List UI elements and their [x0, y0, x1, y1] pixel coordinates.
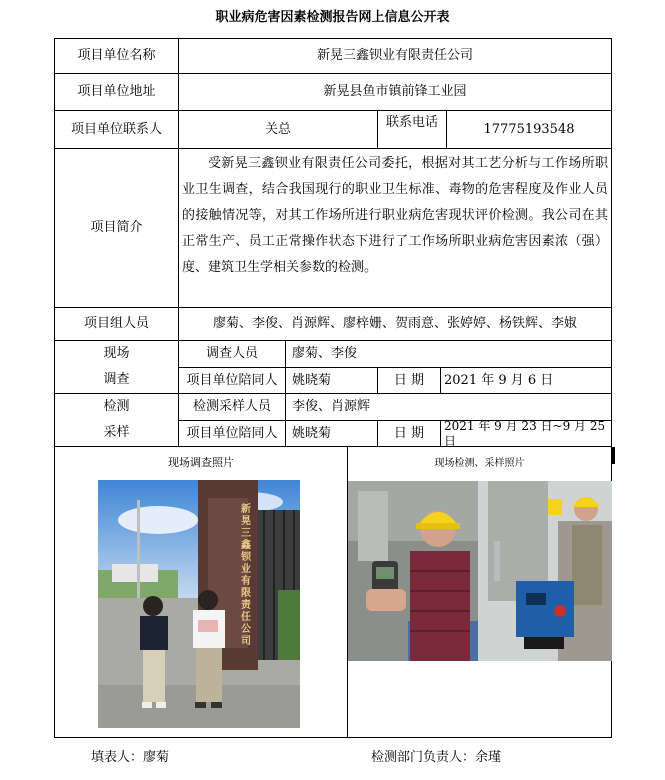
team-value: 廖菊、李俊、肖源辉、廖梓姗、贺雨意、张婷婷、杨铁辉、李婌	[178, 307, 612, 341]
intro-text: 受新晃三鑫钡业有限责任公司委托，根据对其工艺分析与工作场所职业卫生调查，结合我国现行的职业卫生标准、毒物的危害程度及作业人员的接触情况等，对其工作场所进行职业病危害现状评价检测。我公司在其正常生产、员工正常操作状态下进行了工作场所职业病危害因素浓（强）度、建筑卫生学相关参数的检测。	[178, 148, 612, 308]
dept-head-signature: 检测部门负责人：余瑾	[371, 750, 502, 765]
factory-sign-text: 新晃三鑫钡业有限责任公司	[241, 504, 251, 647]
phone-label: 联系电话	[377, 110, 447, 149]
survey-date-value: 2021 年 9 月 6 日	[440, 367, 612, 394]
sampler-label: 检测采样人员	[178, 393, 286, 421]
survey-label-1: 现场	[103, 346, 130, 362]
sampler-value: 李俊、肖源辉	[285, 393, 612, 421]
unit-name-label: 项目单位名称	[54, 38, 179, 74]
edge-mark	[612, 447, 615, 464]
contact-label: 项目单位联系人	[54, 110, 179, 149]
intro-label: 项目简介	[54, 148, 179, 308]
sampling-photo	[348, 481, 612, 661]
survey-date-label: 日 期	[377, 367, 441, 394]
sampling-label	[54, 393, 179, 447]
page-title: 职业病危害因素检测报告网上信息公开表	[215, 10, 450, 25]
unit-address-value: 新晃县鱼市镇前锋工业园	[178, 73, 612, 111]
sampling-date-value: 2021 年 9 月 23 日~9 月 25 日	[440, 420, 612, 447]
sampling-photo-caption: 现场检测、采样照片	[434, 458, 525, 469]
unit-name-value: 新晃三鑫钡业有限责任公司	[178, 38, 612, 74]
sampling-escort-label: 项目单位陪同人	[178, 420, 286, 447]
investigator-value: 廖菊、李俊	[285, 340, 612, 368]
survey-escort-value: 姚晓菊	[285, 367, 378, 394]
survey-photo-caption: 现场调查照片	[168, 456, 234, 469]
phone-value: 17775193548	[446, 110, 612, 149]
contact-value: 关总	[178, 110, 378, 149]
sampling-label-1: 检测	[103, 399, 130, 415]
sampling-label-2: 采样	[103, 425, 130, 440]
unit-address-label: 项目单位地址	[54, 73, 179, 111]
sampling-escort-value: 姚晓菊	[285, 420, 378, 447]
team-label: 项目组人员	[54, 307, 179, 341]
investigator-label: 调查人员	[178, 340, 286, 368]
survey-label-2: 调查	[103, 372, 130, 387]
survey-label	[54, 340, 179, 394]
sampling-date-label: 日 期	[377, 420, 441, 447]
filler-signature: 填表人：廖菊	[91, 750, 170, 765]
survey-photo	[98, 480, 300, 728]
survey-escort-label: 项目单位陪同人	[178, 367, 286, 394]
